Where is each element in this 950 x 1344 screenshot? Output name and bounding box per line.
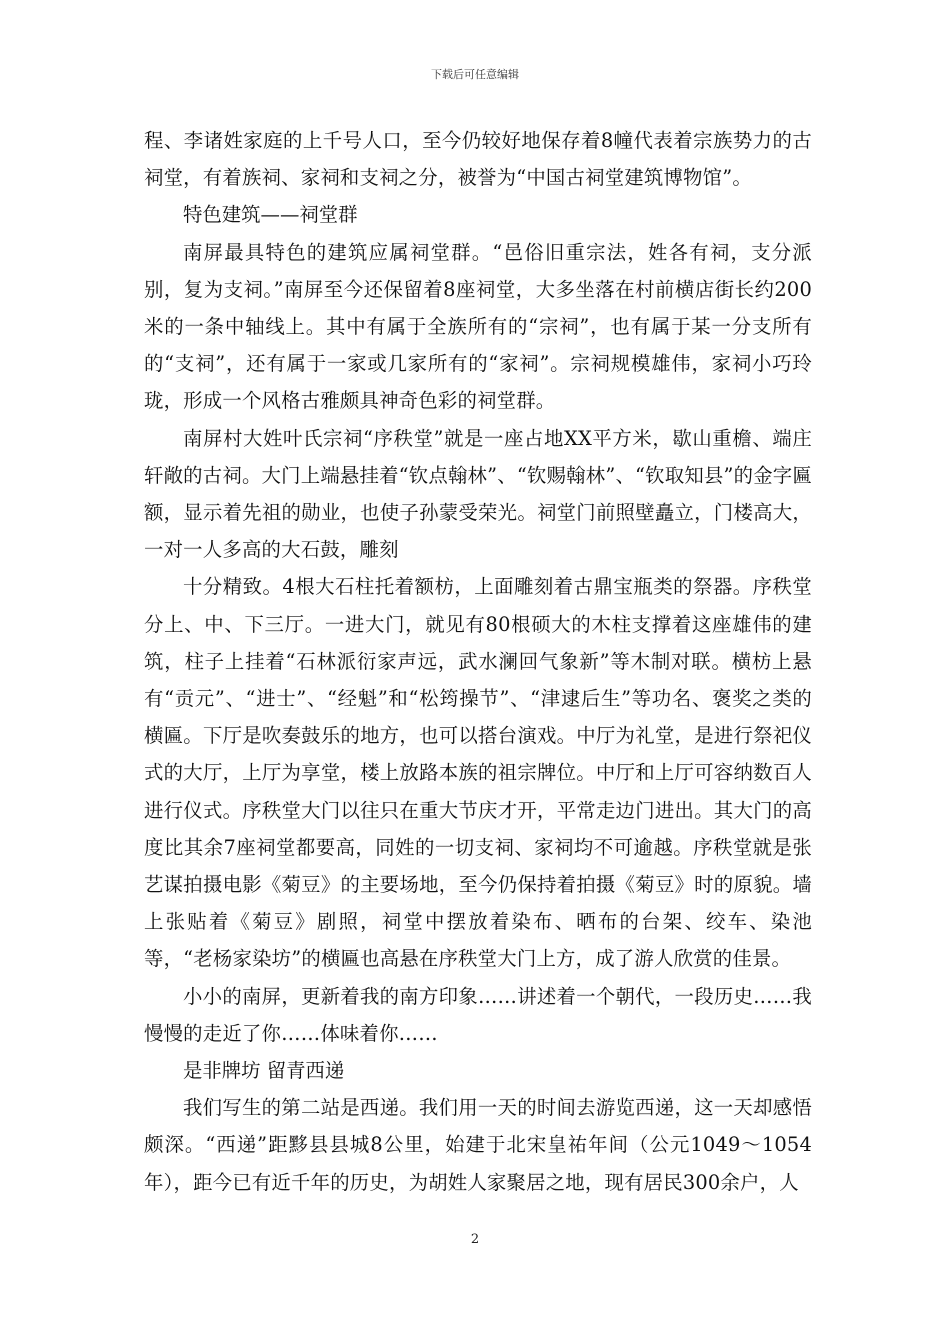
section-heading-ancestral-halls: 特色建筑——祠堂群 [183, 203, 358, 227]
section-heading-xidi: 是非牌坊 留青西递 [183, 1059, 345, 1083]
paragraph-4: 十分精致。4根大石柱托着额枋，上面雕刻着古鼎宝瓶类的祭器。序秩堂分上、中、下三厅。一进大门，就见有80根硕大的木柱支撑着这座雄伟的建筑，柱子上挂着“石林派衍家声远，武水澜回气象新”等木制对联。横枋上悬有“贡元”、“进士”、“经魁”和“松筠操节”、“津逮后生”等功名、褒奖之类的横匾。下厅是吹奏鼓乐的地方，也可以搭台演戏。中厅为礼堂，是进行祭祀仪式的大厅，上厅为享堂，楼上放路本族的祖宗牌位。中厅和上厅可容纳数百人进行仪式。序秩堂大门以往只在重大节庆才开，平常走边门进出。其大门的高度比其余7座祠堂都要高，同姓的一切支祠、家祠均不可逾越。序秩堂就是张艺谋拍摄电影《菊豆》的主要场地，至今仍保持着拍摄《菊豆》时的原貌。墙上张贴着《菊豆》剧照，祠堂中摆放着染布、晒布的台架、绞车、染池等，“老杨家染坊”的横匾也高悬在序秩堂大门上方，成了游人欣赏的佳景。 [144, 575, 812, 971]
paragraph-6: 我们写生的第二站是西递。我们用一天的时间去游览西递，这一天却感悟颇深。“西递”距黟县县城8公里，始建于北宋皇祐年间（公元1049～1054年），距今已有近千年的历史，为胡姓人家聚居之地，现有居民300余户，人 [144, 1096, 812, 1194]
paragraph-1: 程、李诸姓家庭的上千号人口，至今仍较好地保存着8幢代表着宗族势力的古祠堂，有着族祠、家祠和支祠之分，被誉为“中国古祠堂建筑博物馆”。 [144, 129, 812, 190]
paragraph-5: 小小的南屏，更新着我的南方印象……讲述着一个朝代，一段历史……我慢慢的走近了你……体味着你…… [144, 984, 812, 1045]
page-number: 2 [470, 1232, 480, 1247]
page-header: 下载后可任意编辑 [431, 68, 519, 81]
document-body [144, 122, 812, 1201]
paragraph-3: 南屏村大姓叶氏宗祠“序秩堂”就是一座占地XX平方米，歇山重檐、端庄轩敞的古祠。大门上端悬挂着“钦点翰林”、“钦赐翰林”、“钦取知县”的金字匾额，显示着先祖的勋业，也使子孙蒙受荣光。祠堂门前照壁矗立，门楼高大，一对一人多高的大石鼓，雕刻 [144, 426, 812, 562]
paragraph-2: 南屏最具特色的建筑应属祠堂群。“邑俗旧重宗法，姓各有祠，支分派别，复为支祠。”南屏至今还保留着8座祠堂，大多坐落在村前横店街长约200米的一条中轴线上。其中有属于全族所有的“宗祠”，也有属于某一分支所有的“支祠”，还有属于一家或几家所有的“家祠”。宗祠规模雄伟，家祠小巧玲珑，形成一个风格古雅颇具神奇色彩的祠堂群。 [144, 240, 812, 413]
